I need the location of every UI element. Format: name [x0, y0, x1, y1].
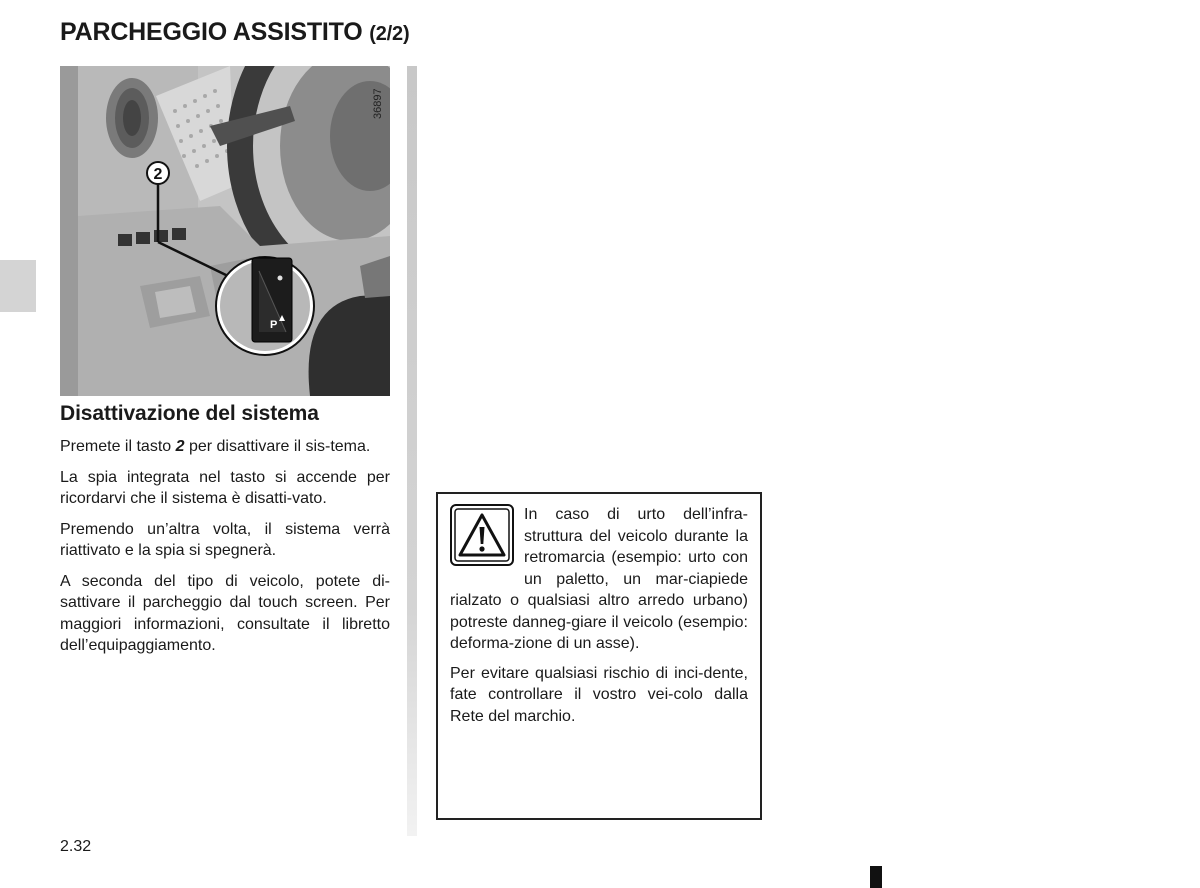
key-reference: 2 [175, 438, 185, 455]
paragraph-touchscreen: A seconda del tipo di veicolo, potete di-sattivare il parcheggio dal touch screen. Per maggiori informazioni, consultate il libretto dell’equipaggiamento. [60, 572, 390, 654]
paragraph-deactivate-start: Premete il tasto [60, 438, 176, 455]
callout-number: 2 [153, 166, 163, 183]
page-title [60, 18, 409, 47]
warning-paragraph-check: Per evitare qualsiasi rischio di inci-dente, fate controllare il vostro vei-colo dalla Rete del marchio. [450, 664, 748, 725]
page-title-text: PARCHEGGIO ASSISTITO [60, 18, 363, 46]
section-body [60, 436, 390, 666]
page-edge-mark [870, 866, 882, 888]
image-reference-code: 36897 [372, 88, 384, 120]
paragraph-reactivate: Premendo un’altra volta, il sistema verrà riattivato e la spia si spegnerà. [60, 520, 390, 559]
section-title: Disattivazione del sistema [60, 402, 319, 425]
chapter-tab [0, 260, 36, 312]
warning-box [436, 492, 762, 820]
page-number: 2.32 [60, 838, 92, 855]
paragraph-deactivate-end: per disattivare il sis-tema. [184, 438, 371, 455]
page-title-suffix: (2/2) [369, 23, 410, 45]
warning-triangle-icon [450, 504, 514, 566]
paragraph-indicator: La spia integrata nel tasto si accende per ricordarvi che il sistema è disatti-vato. [60, 468, 390, 507]
paragraph-deactivate [60, 436, 390, 458]
column-divider [407, 66, 417, 836]
parking-button-label: P [270, 319, 278, 331]
warning-paragraph-impact: In caso di urto dell’infra-struttura del veicolo durante la retromarcia (esempio: urto con un paletto, un mar-ciapiede rialzato o qualsiasi altro arredo urbano) potreste danneg-giare il veicolo (esempio: deforma-zione di un asse). [450, 506, 748, 652]
dashboard-photo [60, 66, 390, 396]
dashboard-illustration [60, 66, 390, 396]
